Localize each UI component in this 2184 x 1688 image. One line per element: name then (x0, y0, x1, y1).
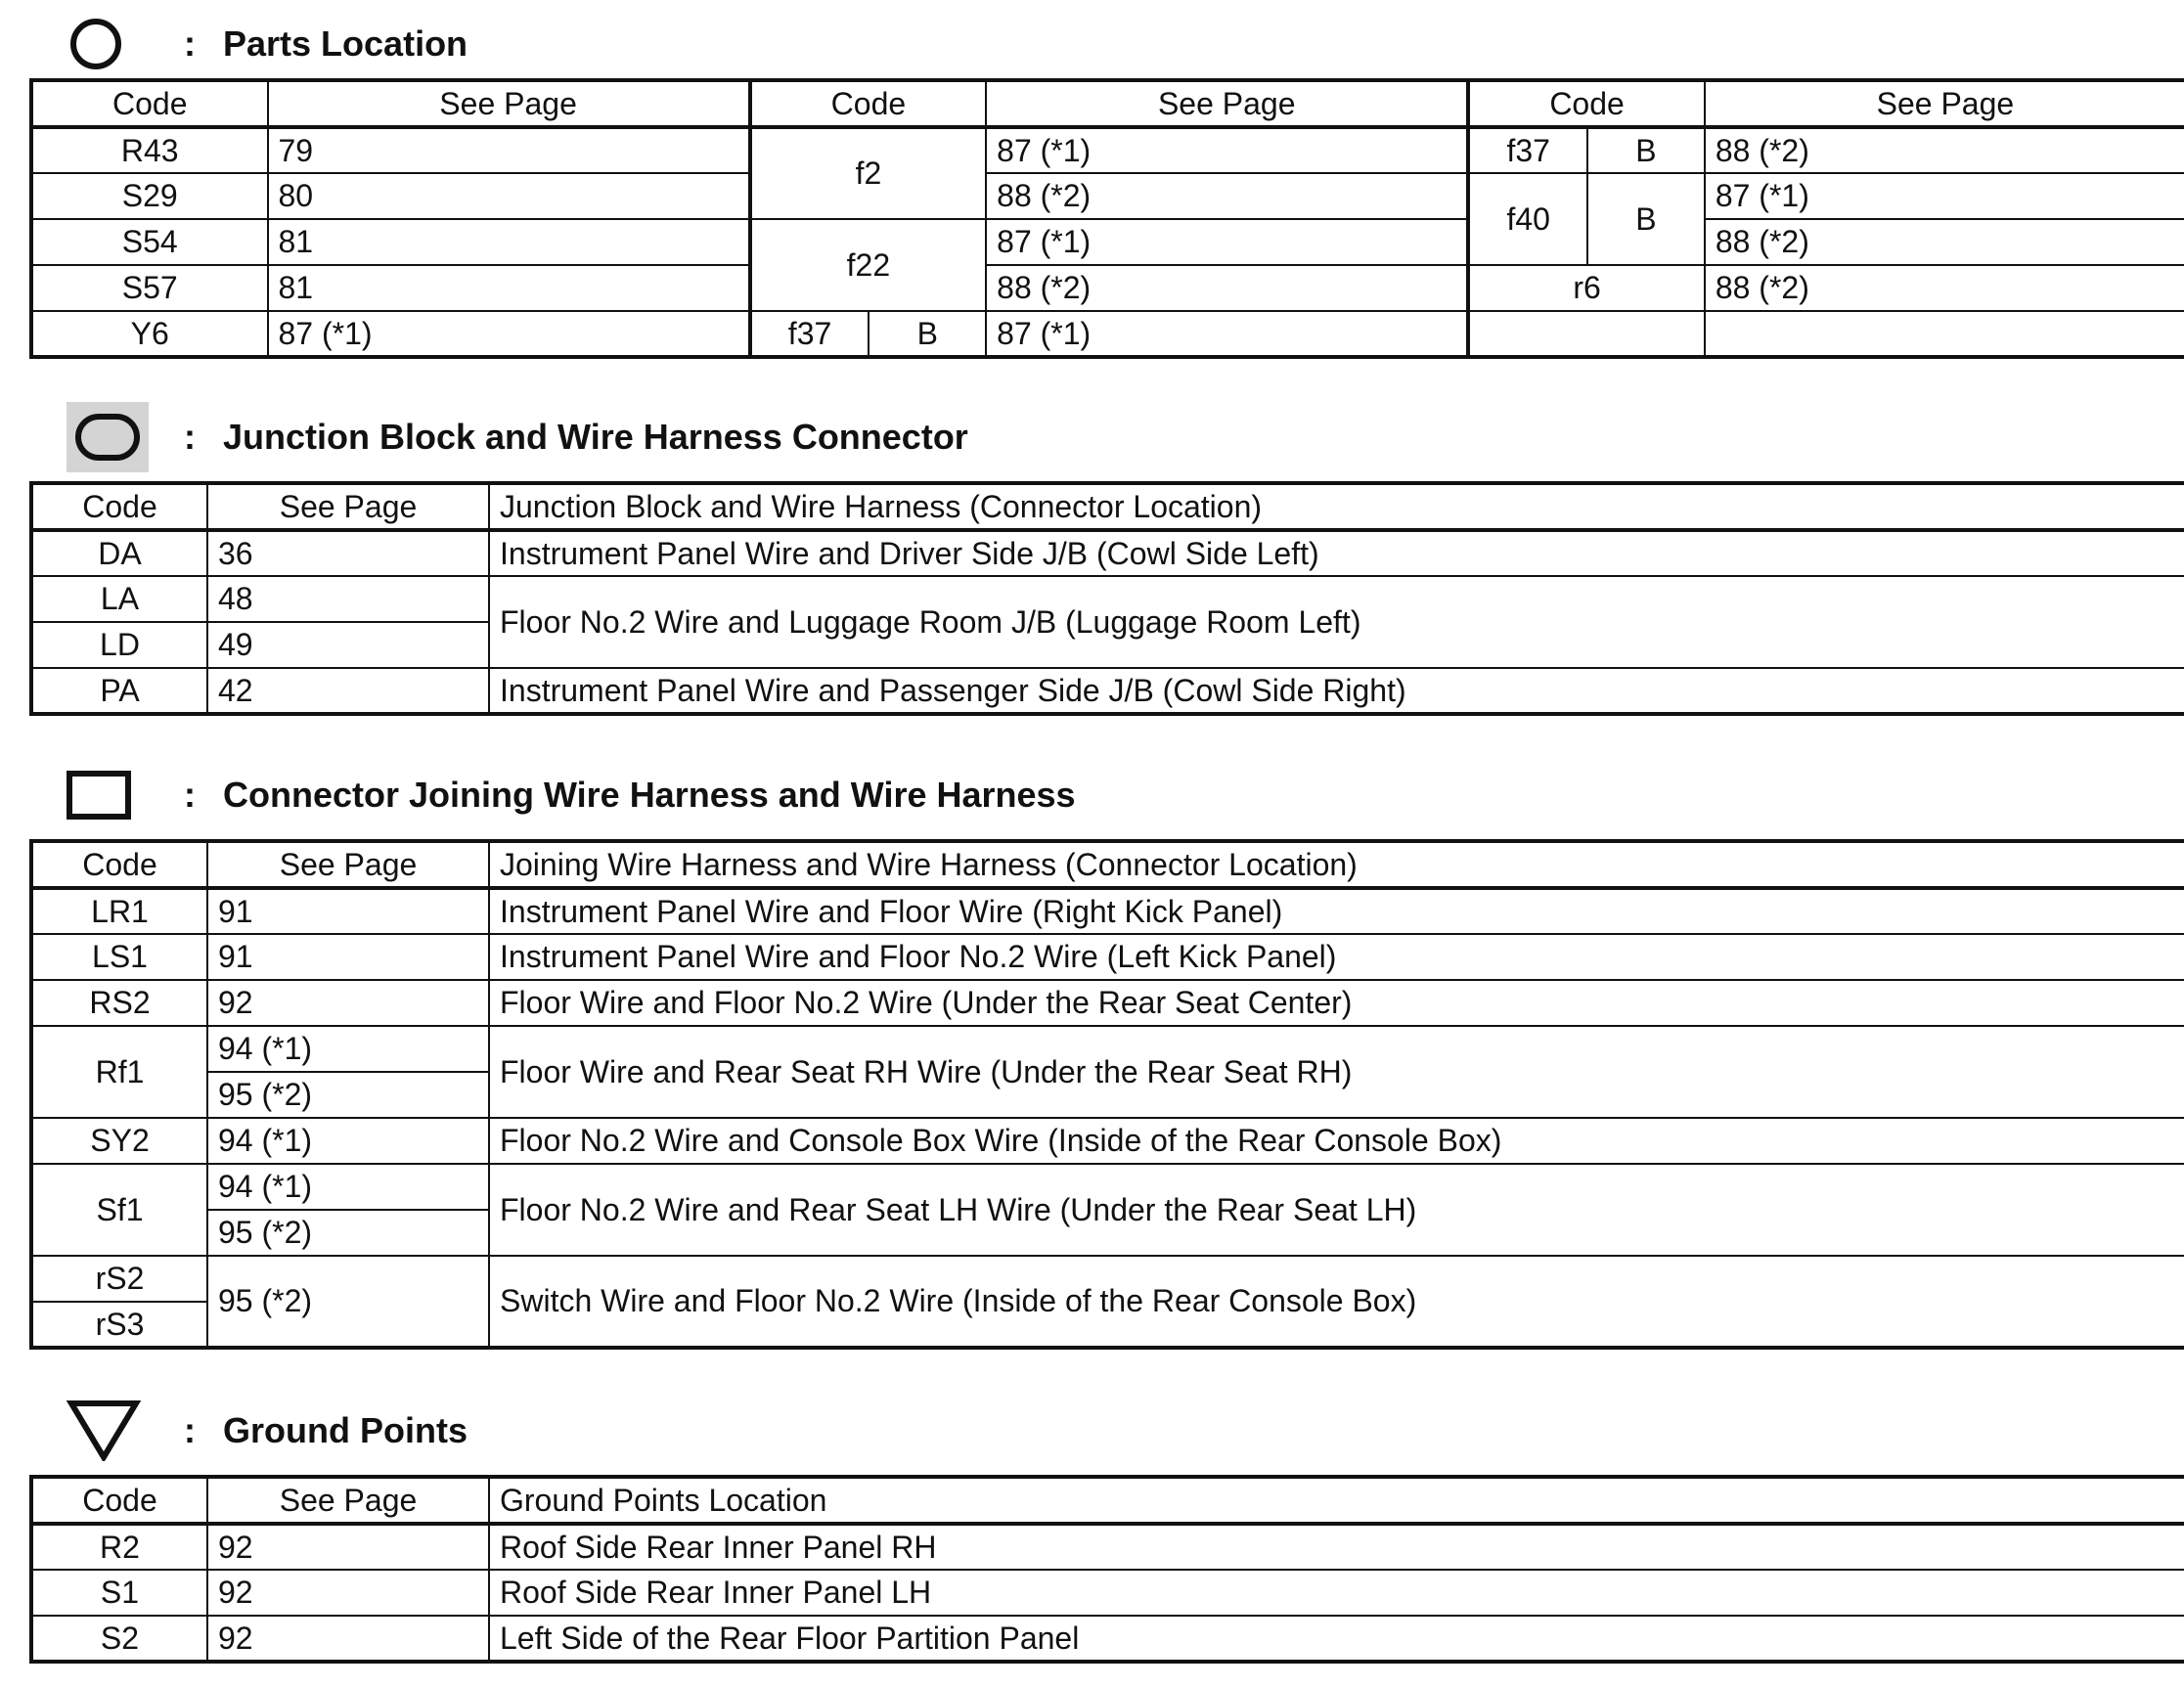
page-cell: 87 (*1) (986, 311, 1468, 357)
page-cell: 87 (*1) (986, 219, 1468, 265)
page-cell: 87 (*1) (1705, 173, 2184, 219)
table-row (31, 127, 2184, 173)
page-cell: 88 (*2) (1705, 265, 2184, 311)
code-suffix-cell: B (1587, 173, 1705, 265)
location-cell: Instrument Panel Wire and Floor Wire (Right Kick Panel) (489, 888, 2184, 934)
page-cell: 49 (207, 622, 489, 668)
section-title: Connector Joining Wire Harness and Wire Harness (223, 775, 1076, 815)
code-cell: R2 (31, 1524, 207, 1570)
header-code: Code (750, 80, 987, 127)
location-cell: Left Side of the Rear Floor Partition Panel (489, 1616, 2184, 1662)
code-cell: rS3 (31, 1302, 207, 1348)
code-cell: S2 (31, 1616, 207, 1662)
page-cell: 88 (*2) (986, 265, 1468, 311)
code-cell: rS2 (31, 1256, 207, 1302)
code-cell: S29 (31, 173, 268, 219)
table-row (31, 1256, 2184, 1302)
empty-cell (1468, 311, 1705, 357)
location-cell: Floor Wire and Rear Seat RH Wire (Under the Rear Seat RH) (489, 1026, 2184, 1118)
code-cell: Sf1 (31, 1164, 207, 1256)
code-cell: f40 (1468, 173, 1587, 265)
header-code: Code (31, 1477, 207, 1524)
page-cell: 94 (*1) (207, 1164, 489, 1210)
table-row (31, 311, 2184, 357)
header-see-page: See Page (268, 80, 750, 127)
code-cell: f22 (750, 219, 987, 311)
code-cell: Rf1 (31, 1026, 207, 1118)
location-cell: Instrument Panel Wire and Passenger Side J/B (Cowl Side Right) (489, 668, 2184, 714)
page-cell: 92 (207, 980, 489, 1026)
page-cell: 92 (207, 1570, 489, 1616)
code-cell: LD (31, 622, 207, 668)
rectangle-icon (67, 771, 131, 820)
page-cell: 48 (207, 576, 489, 622)
page-cell: 94 (*1) (207, 1118, 489, 1164)
location-cell: Floor No.2 Wire and Rear Seat LH Wire (Under the Rear Seat LH) (489, 1164, 2184, 1256)
heading-colon: : (184, 775, 196, 815)
location-cell: Floor No.2 Wire and Luggage Room J/B (Luggage Room Left) (489, 576, 2184, 668)
code-cell: f37 (1468, 127, 1587, 173)
code-suffix-cell: B (869, 311, 986, 357)
header-location: Junction Block and Wire Harness (Connector Location) (489, 483, 2184, 530)
table-row (31, 980, 2184, 1026)
page-cell: 81 (268, 265, 750, 311)
header-location: Ground Points Location (489, 1477, 2184, 1524)
page-cell: 95 (*2) (207, 1256, 489, 1348)
location-cell: Roof Side Rear Inner Panel LH (489, 1570, 2184, 1616)
page-cell: 95 (*2) (207, 1072, 489, 1118)
table-row (31, 576, 2184, 622)
code-cell: S57 (31, 265, 268, 311)
page-cell: 92 (207, 1616, 489, 1662)
header-see-page: See Page (207, 1477, 489, 1524)
ground-points-table (29, 1475, 2184, 1664)
code-cell: LS1 (31, 934, 207, 980)
table-row (31, 1570, 2184, 1616)
connector-joining-table (29, 839, 2184, 1350)
code-cell: f2 (750, 127, 987, 219)
table-row (31, 1616, 2184, 1662)
page-cell: 42 (207, 668, 489, 714)
code-cell: r6 (1468, 265, 1705, 311)
code-cell: LA (31, 576, 207, 622)
header-code: Code (1468, 80, 1705, 127)
page-cell: 81 (268, 219, 750, 265)
location-cell: Floor No.2 Wire and Console Box Wire (Inside of the Rear Console Box) (489, 1118, 2184, 1164)
page-cell: 94 (*1) (207, 1026, 489, 1072)
page-cell: 87 (*1) (986, 127, 1468, 173)
code-cell: DA (31, 530, 207, 576)
code-cell: S54 (31, 219, 268, 265)
table-row (31, 219, 2184, 265)
heading-colon: : (184, 417, 196, 457)
table-row (31, 1164, 2184, 1210)
page-cell: 95 (*2) (207, 1210, 489, 1256)
header-see-page: See Page (1705, 80, 2184, 127)
empty-cell (1705, 311, 2184, 357)
header-see-page: See Page (207, 483, 489, 530)
triangle-down-icon (67, 1399, 141, 1461)
header-code: Code (31, 80, 268, 127)
code-cell: f37 (750, 311, 869, 357)
table-row (31, 668, 2184, 714)
rounded-rectangle-icon (67, 402, 149, 472)
table-row (31, 265, 2184, 311)
code-cell: PA (31, 668, 207, 714)
page-cell: 88 (*2) (986, 173, 1468, 219)
table-row (31, 530, 2184, 576)
table-row (31, 1524, 2184, 1570)
parts-location-table (29, 78, 2184, 359)
code-cell: RS2 (31, 980, 207, 1026)
table-row (31, 934, 2184, 980)
table-row (31, 1026, 2184, 1072)
page-cell: 91 (207, 934, 489, 980)
header-location: Joining Wire Harness and Wire Harness (Connector Location) (489, 841, 2184, 888)
junction-block-table (29, 481, 2184, 716)
page-cell: 79 (268, 127, 750, 173)
section-title: Parts Location (223, 23, 468, 64)
code-suffix-cell: B (1587, 127, 1705, 173)
heading-colon: : (184, 1410, 196, 1450)
table-row (31, 1118, 2184, 1164)
section-title: Ground Points (223, 1410, 468, 1450)
section-title: Junction Block and Wire Harness Connector (223, 417, 968, 457)
location-cell: Instrument Panel Wire and Driver Side J/B (Cowl Side Left) (489, 530, 2184, 576)
page-cell: 92 (207, 1524, 489, 1570)
code-cell: Y6 (31, 311, 268, 357)
page-cell: 88 (*2) (1705, 127, 2184, 173)
circle-icon (67, 15, 125, 73)
table-row (31, 173, 2184, 219)
code-cell: R43 (31, 127, 268, 173)
location-cell: Roof Side Rear Inner Panel RH (489, 1524, 2184, 1570)
header-see-page: See Page (207, 841, 489, 888)
page-cell: 36 (207, 530, 489, 576)
code-cell: S1 (31, 1570, 207, 1616)
location-cell: Instrument Panel Wire and Floor No.2 Wire (Left Kick Panel) (489, 934, 2184, 980)
page-cell: 80 (268, 173, 750, 219)
header-code: Code (31, 841, 207, 888)
code-cell: SY2 (31, 1118, 207, 1164)
location-cell: Floor Wire and Floor No.2 Wire (Under the Rear Seat Center) (489, 980, 2184, 1026)
page-cell: 91 (207, 888, 489, 934)
page-cell: 87 (*1) (268, 311, 750, 357)
heading-colon: : (184, 23, 196, 64)
table-row (31, 888, 2184, 934)
location-cell: Switch Wire and Floor No.2 Wire (Inside of the Rear Console Box) (489, 1256, 2184, 1348)
page-cell: 88 (*2) (1705, 219, 2184, 265)
code-cell: LR1 (31, 888, 207, 934)
header-code: Code (31, 483, 207, 530)
header-see-page: See Page (986, 80, 1468, 127)
